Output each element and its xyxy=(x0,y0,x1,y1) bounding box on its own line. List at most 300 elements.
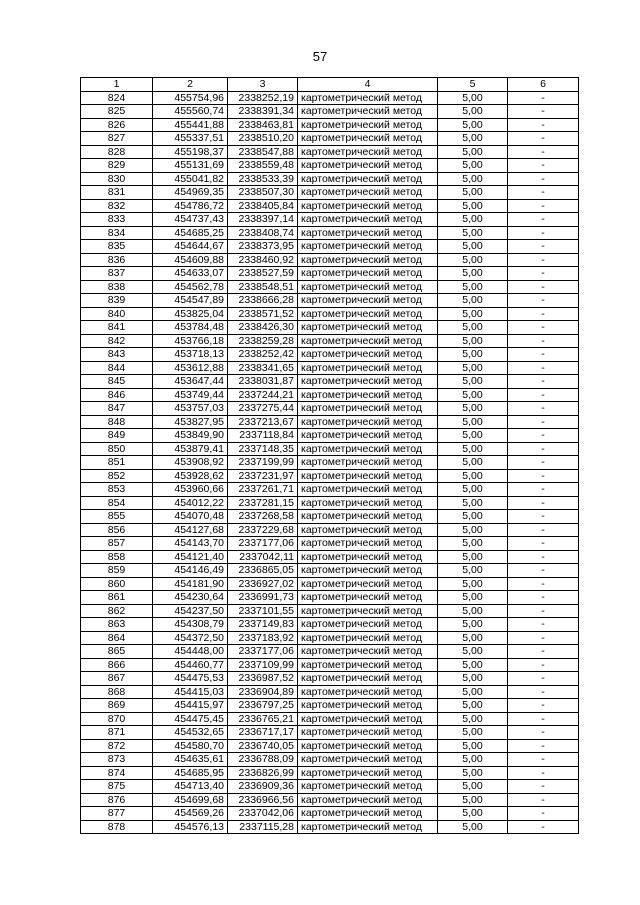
cell-x-coordinate: 454448,00 xyxy=(153,645,228,659)
table-row xyxy=(81,591,579,605)
cell-x-coordinate: 454685,25 xyxy=(153,226,228,240)
cell-x-coordinate: 454012,22 xyxy=(153,496,228,510)
cell-y-coordinate: 2336991,73 xyxy=(228,591,298,605)
table-row xyxy=(81,631,579,645)
cell-accuracy: 5,00 xyxy=(438,253,508,267)
cell-note: - xyxy=(508,807,579,821)
cell-note: - xyxy=(508,699,579,713)
cell-method: картометрический метод xyxy=(298,456,438,470)
cell-y-coordinate: 2338527,59 xyxy=(228,267,298,281)
cell-x-coordinate: 455754,96 xyxy=(153,91,228,105)
table-row xyxy=(81,388,579,402)
cell-x-coordinate: 454786,72 xyxy=(153,199,228,213)
table-row xyxy=(81,213,579,227)
cell-y-coordinate: 2337115,28 xyxy=(228,820,298,834)
cell-point-number: 844 xyxy=(81,361,153,375)
cell-point-number: 854 xyxy=(81,496,153,510)
cell-x-coordinate: 454699,68 xyxy=(153,793,228,807)
cell-note: - xyxy=(508,429,579,443)
cell-y-coordinate: 2338460,92 xyxy=(228,253,298,267)
table-row xyxy=(81,118,579,132)
table-row xyxy=(81,132,579,146)
cell-method: картометрический метод xyxy=(298,820,438,834)
cell-point-number: 878 xyxy=(81,820,153,834)
cell-point-number: 857 xyxy=(81,537,153,551)
cell-accuracy: 5,00 xyxy=(438,766,508,780)
cell-x-coordinate: 453908,92 xyxy=(153,456,228,470)
cell-method: картометрический метод xyxy=(298,226,438,240)
cell-x-coordinate: 454146,49 xyxy=(153,564,228,578)
table-row xyxy=(81,240,579,254)
cell-method: картометрический метод xyxy=(298,415,438,429)
cell-note: - xyxy=(508,348,579,362)
cell-x-coordinate: 454372,50 xyxy=(153,631,228,645)
cell-note: - xyxy=(508,321,579,335)
cell-y-coordinate: 2337149,83 xyxy=(228,618,298,632)
cell-x-coordinate: 454547,89 xyxy=(153,294,228,308)
cell-point-number: 865 xyxy=(81,645,153,659)
cell-y-coordinate: 2338259,28 xyxy=(228,334,298,348)
cell-point-number: 852 xyxy=(81,469,153,483)
cell-point-number: 874 xyxy=(81,766,153,780)
cell-accuracy: 5,00 xyxy=(438,537,508,551)
cell-method: картометрический метод xyxy=(298,577,438,591)
table-row xyxy=(81,186,579,200)
cell-accuracy: 5,00 xyxy=(438,645,508,659)
cell-method: картометрический метод xyxy=(298,213,438,227)
cell-y-coordinate: 2338547,88 xyxy=(228,145,298,159)
cell-x-coordinate: 454181,90 xyxy=(153,577,228,591)
table-row xyxy=(81,496,579,510)
cell-note: - xyxy=(508,172,579,186)
cell-note: - xyxy=(508,456,579,470)
cell-note: - xyxy=(508,361,579,375)
table-row xyxy=(81,442,579,456)
cell-method: картометрический метод xyxy=(298,483,438,497)
cell-note: - xyxy=(508,132,579,146)
cell-method: картометрический метод xyxy=(298,361,438,375)
cell-method: картометрический метод xyxy=(298,591,438,605)
cell-accuracy: 5,00 xyxy=(438,118,508,132)
cell-accuracy: 5,00 xyxy=(438,712,508,726)
cell-x-coordinate: 455198,37 xyxy=(153,145,228,159)
cell-point-number: 843 xyxy=(81,348,153,362)
cell-accuracy: 5,00 xyxy=(438,753,508,767)
cell-accuracy: 5,00 xyxy=(438,213,508,227)
cell-accuracy: 5,00 xyxy=(438,186,508,200)
table-row xyxy=(81,658,579,672)
cell-point-number: 862 xyxy=(81,604,153,618)
cell-note: - xyxy=(508,91,579,105)
cell-point-number: 869 xyxy=(81,699,153,713)
cell-method: картометрический метод xyxy=(298,604,438,618)
cell-accuracy: 5,00 xyxy=(438,415,508,429)
cell-method: картометрический метод xyxy=(298,240,438,254)
cell-y-coordinate: 2336717,17 xyxy=(228,726,298,740)
cell-x-coordinate: 454609,88 xyxy=(153,253,228,267)
cell-accuracy: 5,00 xyxy=(438,159,508,173)
cell-accuracy: 5,00 xyxy=(438,402,508,416)
cell-accuracy: 5,00 xyxy=(438,726,508,740)
cell-accuracy: 5,00 xyxy=(438,604,508,618)
cell-y-coordinate: 2337042,06 xyxy=(228,807,298,821)
table-row xyxy=(81,199,579,213)
table-row xyxy=(81,253,579,267)
cell-point-number: 835 xyxy=(81,240,153,254)
cell-point-number: 846 xyxy=(81,388,153,402)
cell-point-number: 824 xyxy=(81,91,153,105)
cell-method: картометрический метод xyxy=(298,807,438,821)
cell-accuracy: 5,00 xyxy=(438,199,508,213)
cell-note: - xyxy=(508,253,579,267)
cell-x-coordinate: 454127,68 xyxy=(153,523,228,537)
cell-y-coordinate: 2338408,74 xyxy=(228,226,298,240)
cell-note: - xyxy=(508,186,579,200)
table-row xyxy=(81,766,579,780)
cell-point-number: 870 xyxy=(81,712,153,726)
cell-x-coordinate: 454562,78 xyxy=(153,280,228,294)
cell-y-coordinate: 2338397,14 xyxy=(228,213,298,227)
cell-note: - xyxy=(508,469,579,483)
cell-method: картометрический метод xyxy=(298,618,438,632)
cell-accuracy: 5,00 xyxy=(438,226,508,240)
cell-method: картометрический метод xyxy=(298,685,438,699)
cell-y-coordinate: 2338533,39 xyxy=(228,172,298,186)
table-row xyxy=(81,618,579,632)
cell-accuracy: 5,00 xyxy=(438,375,508,389)
cell-x-coordinate: 454121,40 xyxy=(153,550,228,564)
cell-point-number: 868 xyxy=(81,685,153,699)
cell-method: картометрический метод xyxy=(298,793,438,807)
cell-y-coordinate: 2336966,56 xyxy=(228,793,298,807)
table-row xyxy=(81,402,579,416)
cell-point-number: 875 xyxy=(81,780,153,794)
table-row xyxy=(81,537,579,551)
cell-accuracy: 5,00 xyxy=(438,618,508,632)
cell-note: - xyxy=(508,402,579,416)
cell-accuracy: 5,00 xyxy=(438,483,508,497)
cell-x-coordinate: 453757,03 xyxy=(153,402,228,416)
table-row xyxy=(81,820,579,834)
cell-x-coordinate: 454737,43 xyxy=(153,213,228,227)
cell-note: - xyxy=(508,388,579,402)
cell-x-coordinate: 453879,41 xyxy=(153,442,228,456)
cell-x-coordinate: 454569,26 xyxy=(153,807,228,821)
cell-method: картометрический метод xyxy=(298,118,438,132)
cell-y-coordinate: 2338373,95 xyxy=(228,240,298,254)
table-row xyxy=(81,334,579,348)
column-header-4: 4 xyxy=(298,78,438,92)
table-row xyxy=(81,672,579,686)
cell-method: картометрический метод xyxy=(298,375,438,389)
cell-accuracy: 5,00 xyxy=(438,145,508,159)
cell-x-coordinate: 453784,48 xyxy=(153,321,228,335)
cell-point-number: 833 xyxy=(81,213,153,227)
cell-point-number: 830 xyxy=(81,172,153,186)
cell-y-coordinate: 2338405,84 xyxy=(228,199,298,213)
cell-note: - xyxy=(508,577,579,591)
table-row xyxy=(81,348,579,362)
cell-method: картометрический метод xyxy=(298,334,438,348)
cell-accuracy: 5,00 xyxy=(438,294,508,308)
cell-accuracy: 5,00 xyxy=(438,429,508,443)
table-row xyxy=(81,712,579,726)
cell-note: - xyxy=(508,604,579,618)
cell-point-number: 826 xyxy=(81,118,153,132)
cell-point-number: 836 xyxy=(81,253,153,267)
cell-x-coordinate: 454460,77 xyxy=(153,658,228,672)
table-row xyxy=(81,739,579,753)
cell-point-number: 839 xyxy=(81,294,153,308)
table-row xyxy=(81,145,579,159)
cell-method: картометрический метод xyxy=(298,294,438,308)
cell-note: - xyxy=(508,753,579,767)
cell-x-coordinate: 454635,61 xyxy=(153,753,228,767)
cell-method: картометрический метод xyxy=(298,145,438,159)
cell-note: - xyxy=(508,645,579,659)
table-row xyxy=(81,415,579,429)
cell-accuracy: 5,00 xyxy=(438,550,508,564)
cell-point-number: 861 xyxy=(81,591,153,605)
cell-accuracy: 5,00 xyxy=(438,456,508,470)
cell-x-coordinate: 454230,64 xyxy=(153,591,228,605)
table-row xyxy=(81,307,579,321)
table-row xyxy=(81,456,579,470)
cell-point-number: 859 xyxy=(81,564,153,578)
table-header-row xyxy=(81,78,579,92)
cell-note: - xyxy=(508,523,579,537)
cell-y-coordinate: 2337261,71 xyxy=(228,483,298,497)
cell-method: картометрический метод xyxy=(298,631,438,645)
cell-y-coordinate: 2336904,89 xyxy=(228,685,298,699)
table-row xyxy=(81,510,579,524)
cell-note: - xyxy=(508,739,579,753)
cell-point-number: 858 xyxy=(81,550,153,564)
table-row xyxy=(81,361,579,375)
cell-accuracy: 5,00 xyxy=(438,442,508,456)
cell-method: картометрический метод xyxy=(298,91,438,105)
cell-note: - xyxy=(508,631,579,645)
table-row xyxy=(81,780,579,794)
cell-x-coordinate: 453960,66 xyxy=(153,483,228,497)
cell-y-coordinate: 2338341,65 xyxy=(228,361,298,375)
cell-y-coordinate: 2336987,52 xyxy=(228,672,298,686)
cell-y-coordinate: 2338571,52 xyxy=(228,307,298,321)
cell-method: картометрический метод xyxy=(298,672,438,686)
column-header-1: 1 xyxy=(81,78,153,92)
cell-y-coordinate: 2337183,92 xyxy=(228,631,298,645)
cell-y-coordinate: 2338463,81 xyxy=(228,118,298,132)
cell-point-number: 825 xyxy=(81,105,153,119)
cell-point-number: 838 xyxy=(81,280,153,294)
cell-method: картометрический метод xyxy=(298,726,438,740)
table-row xyxy=(81,483,579,497)
cell-note: - xyxy=(508,820,579,834)
cell-accuracy: 5,00 xyxy=(438,172,508,186)
cell-point-number: 840 xyxy=(81,307,153,321)
cell-method: картометрический метод xyxy=(298,739,438,753)
cell-method: картометрический метод xyxy=(298,496,438,510)
cell-method: картометрический метод xyxy=(298,645,438,659)
cell-point-number: 864 xyxy=(81,631,153,645)
cell-point-number: 842 xyxy=(81,334,153,348)
table-row xyxy=(81,793,579,807)
cell-y-coordinate: 2337101,55 xyxy=(228,604,298,618)
table-row xyxy=(81,105,579,119)
cell-method: картометрический метод xyxy=(298,280,438,294)
cell-x-coordinate: 453827,95 xyxy=(153,415,228,429)
cell-x-coordinate: 453928,62 xyxy=(153,469,228,483)
cell-method: картометрический метод xyxy=(298,186,438,200)
cell-accuracy: 5,00 xyxy=(438,321,508,335)
cell-note: - xyxy=(508,375,579,389)
cell-y-coordinate: 2337244,21 xyxy=(228,388,298,402)
cell-accuracy: 5,00 xyxy=(438,658,508,672)
cell-note: - xyxy=(508,118,579,132)
table-row xyxy=(81,280,579,294)
cell-x-coordinate: 454580,70 xyxy=(153,739,228,753)
cell-accuracy: 5,00 xyxy=(438,361,508,375)
cell-y-coordinate: 2337177,06 xyxy=(228,645,298,659)
cell-accuracy: 5,00 xyxy=(438,388,508,402)
cell-accuracy: 5,00 xyxy=(438,793,508,807)
cell-point-number: 873 xyxy=(81,753,153,767)
cell-note: - xyxy=(508,496,579,510)
table-row xyxy=(81,429,579,443)
cell-method: картометрический метод xyxy=(298,199,438,213)
column-header-2: 2 xyxy=(153,78,228,92)
table-row xyxy=(81,807,579,821)
cell-method: картометрический метод xyxy=(298,267,438,281)
cell-y-coordinate: 2337268,58 xyxy=(228,510,298,524)
cell-accuracy: 5,00 xyxy=(438,820,508,834)
cell-y-coordinate: 2337199,99 xyxy=(228,456,298,470)
cell-note: - xyxy=(508,415,579,429)
cell-note: - xyxy=(508,334,579,348)
cell-point-number: 845 xyxy=(81,375,153,389)
cell-note: - xyxy=(508,766,579,780)
cell-method: картометрический метод xyxy=(298,523,438,537)
table-row xyxy=(81,753,579,767)
cell-note: - xyxy=(508,564,579,578)
cell-y-coordinate: 2337229,68 xyxy=(228,523,298,537)
cell-note: - xyxy=(508,483,579,497)
cell-y-coordinate: 2338666,28 xyxy=(228,294,298,308)
cell-y-coordinate: 2338559,48 xyxy=(228,159,298,173)
cell-point-number: 860 xyxy=(81,577,153,591)
table-body xyxy=(81,91,579,834)
cell-x-coordinate: 453825,04 xyxy=(153,307,228,321)
cell-method: картометрический метод xyxy=(298,429,438,443)
cell-x-coordinate: 453849,90 xyxy=(153,429,228,443)
cell-point-number: 841 xyxy=(81,321,153,335)
cell-method: картометрический метод xyxy=(298,550,438,564)
cell-point-number: 851 xyxy=(81,456,153,470)
cell-method: картометрический метод xyxy=(298,753,438,767)
cell-note: - xyxy=(508,159,579,173)
cell-point-number: 855 xyxy=(81,510,153,524)
cell-note: - xyxy=(508,226,579,240)
cell-method: картометрический метод xyxy=(298,132,438,146)
table-row xyxy=(81,726,579,740)
cell-x-coordinate: 453612,88 xyxy=(153,361,228,375)
cell-point-number: 848 xyxy=(81,415,153,429)
cell-y-coordinate: 2337177,06 xyxy=(228,537,298,551)
cell-note: - xyxy=(508,510,579,524)
cell-note: - xyxy=(508,537,579,551)
cell-y-coordinate: 2338507,30 xyxy=(228,186,298,200)
cell-note: - xyxy=(508,780,579,794)
table-row xyxy=(81,226,579,240)
cell-x-coordinate: 454415,97 xyxy=(153,699,228,713)
cell-accuracy: 5,00 xyxy=(438,631,508,645)
cell-point-number: 872 xyxy=(81,739,153,753)
cell-method: картометрический метод xyxy=(298,699,438,713)
cell-accuracy: 5,00 xyxy=(438,739,508,753)
cell-x-coordinate: 455337,51 xyxy=(153,132,228,146)
cell-point-number: 847 xyxy=(81,402,153,416)
cell-point-number: 834 xyxy=(81,226,153,240)
cell-x-coordinate: 453766,18 xyxy=(153,334,228,348)
table-row xyxy=(81,604,579,618)
cell-method: картометрический метод xyxy=(298,321,438,335)
cell-note: - xyxy=(508,267,579,281)
cell-method: картометрический метод xyxy=(298,307,438,321)
cell-x-coordinate: 454237,50 xyxy=(153,604,228,618)
cell-point-number: 827 xyxy=(81,132,153,146)
cell-y-coordinate: 2337275,44 xyxy=(228,402,298,416)
cell-accuracy: 5,00 xyxy=(438,699,508,713)
cell-method: картометрический метод xyxy=(298,537,438,551)
cell-method: картометрический метод xyxy=(298,658,438,672)
cell-x-coordinate: 455131,69 xyxy=(153,159,228,173)
cell-point-number: 876 xyxy=(81,793,153,807)
cell-note: - xyxy=(508,685,579,699)
cell-point-number: 877 xyxy=(81,807,153,821)
table-row xyxy=(81,91,579,105)
cell-note: - xyxy=(508,307,579,321)
cell-method: картометрический метод xyxy=(298,780,438,794)
cell-note: - xyxy=(508,199,579,213)
cell-note: - xyxy=(508,145,579,159)
cell-method: картометрический метод xyxy=(298,348,438,362)
cell-method: картометрический метод xyxy=(298,712,438,726)
cell-y-coordinate: 2338252,19 xyxy=(228,91,298,105)
cell-note: - xyxy=(508,726,579,740)
cell-accuracy: 5,00 xyxy=(438,780,508,794)
cell-accuracy: 5,00 xyxy=(438,91,508,105)
cell-accuracy: 5,00 xyxy=(438,469,508,483)
cell-point-number: 837 xyxy=(81,267,153,281)
cell-y-coordinate: 2337148,35 xyxy=(228,442,298,456)
cell-y-coordinate: 2338548,51 xyxy=(228,280,298,294)
cell-accuracy: 5,00 xyxy=(438,672,508,686)
cell-x-coordinate: 455041,82 xyxy=(153,172,228,186)
cell-y-coordinate: 2336797,25 xyxy=(228,699,298,713)
cell-accuracy: 5,00 xyxy=(438,523,508,537)
cell-accuracy: 5,00 xyxy=(438,307,508,321)
cell-method: картометрический метод xyxy=(298,402,438,416)
table-row xyxy=(81,172,579,186)
table-row xyxy=(81,685,579,699)
cell-note: - xyxy=(508,658,579,672)
cell-note: - xyxy=(508,442,579,456)
column-header-6: 6 xyxy=(508,78,579,92)
cell-y-coordinate: 2338031,87 xyxy=(228,375,298,389)
cell-y-coordinate: 2337231,97 xyxy=(228,469,298,483)
cell-y-coordinate: 2338252,42 xyxy=(228,348,298,362)
cell-y-coordinate: 2337118,84 xyxy=(228,429,298,443)
